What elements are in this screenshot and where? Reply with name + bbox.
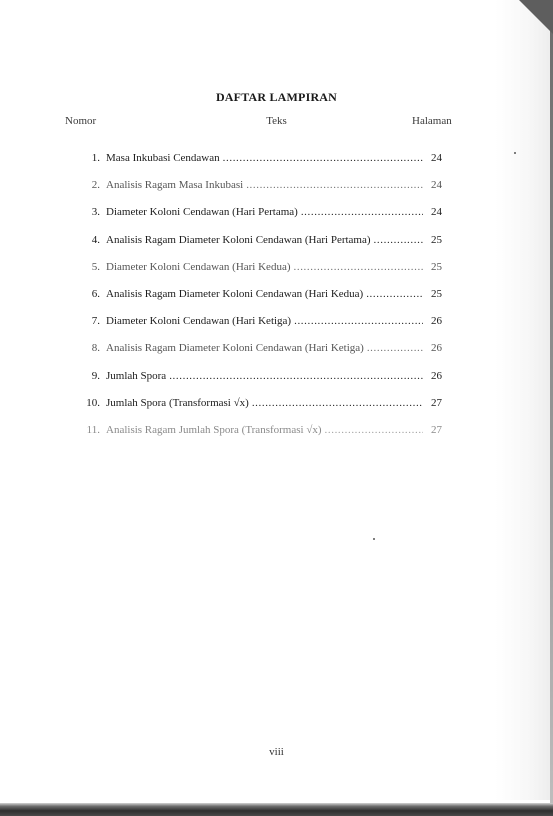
column-header-halaman: Halaman [412,115,452,127]
list-item [82,288,442,315]
scan-corner [519,0,553,34]
entry-text: Diameter Koloni Cendawan (Hari Ketiga) [106,315,292,328]
entry-text: Jumlah Spora [106,369,167,382]
dot-leader [325,424,423,436]
dot-leader [374,234,423,246]
dot-leader [252,397,423,409]
entry-page: 24 [431,206,442,219]
entry-text: Analisis Ragam Diameter Koloni Cendawan (Hari Ketiga) [106,342,364,355]
entry-page: 25 [431,260,442,273]
scan-bottom-edge [0,803,553,816]
list-item [82,261,442,288]
entry-text: Diameter Koloni Cendawan (Hari Kedua) [106,260,291,273]
entry-page: 27 [431,396,442,409]
entry-page: 26 [431,342,442,355]
entry-text: Analisis Ragam Diameter Koloni Cendawan (Hari Pertama) [106,233,371,246]
list-item [82,234,442,261]
appendix-list [82,152,442,451]
entry-text: Masa Inkubasi Cendawan [106,152,220,164]
list-item [82,397,442,424]
entry-number: 4. [91,233,100,246]
column-header-teks: Teks [266,115,287,127]
scan-speck [514,152,516,154]
dot-leader [294,315,423,327]
column-header-nomor: Nomor [65,115,97,127]
entry-text: Diameter Koloni Cendawan (Hari Pertama) [106,206,298,219]
entry-number: 1. [91,152,100,164]
entry-number: 3. [91,206,100,219]
dot-leader [301,206,423,218]
entry-page: 25 [431,233,442,246]
list-item [82,370,442,397]
dot-leader [367,342,423,354]
entry-number: 2. [91,179,100,192]
page-number: viii [269,746,284,758]
list-item [82,342,442,369]
list-item [82,179,442,206]
entry-text: Analisis Ragam Diameter Koloni Cendawan (Hari Kedua) [106,287,364,300]
entry-number: 9. [91,369,100,382]
entry-text: Analisis Ragam Jumlah Spora (Transformasi √x) [106,423,322,436]
entry-page: 27 [431,423,442,436]
list-item [82,152,442,179]
dot-leader [223,152,423,164]
entry-number: 5. [91,260,100,273]
scan-speck [373,538,375,540]
dot-leader [294,261,424,273]
dot-leader [169,370,423,382]
entry-page: 24 [431,152,442,164]
list-item [82,424,442,451]
entry-number: 11. [86,423,100,436]
entry-page: 26 [431,369,442,382]
entry-page: 26 [431,315,442,328]
list-item [82,315,442,342]
entry-text: Jumlah Spora (Transformasi √x) [106,396,249,409]
list-item [82,206,442,233]
entry-number: 6. [91,287,100,300]
entry-page: 25 [431,287,442,300]
dot-leader [366,288,423,300]
dot-leader [246,179,423,191]
entry-page: 24 [431,179,442,192]
entry-number: 8. [91,342,100,355]
entry-text: Analisis Ragam Masa Inkubasi [106,179,244,192]
entry-number: 10. [86,396,100,409]
entry-number: 7. [91,315,100,328]
page-title: DAFTAR LAMPIRAN [215,90,338,104]
